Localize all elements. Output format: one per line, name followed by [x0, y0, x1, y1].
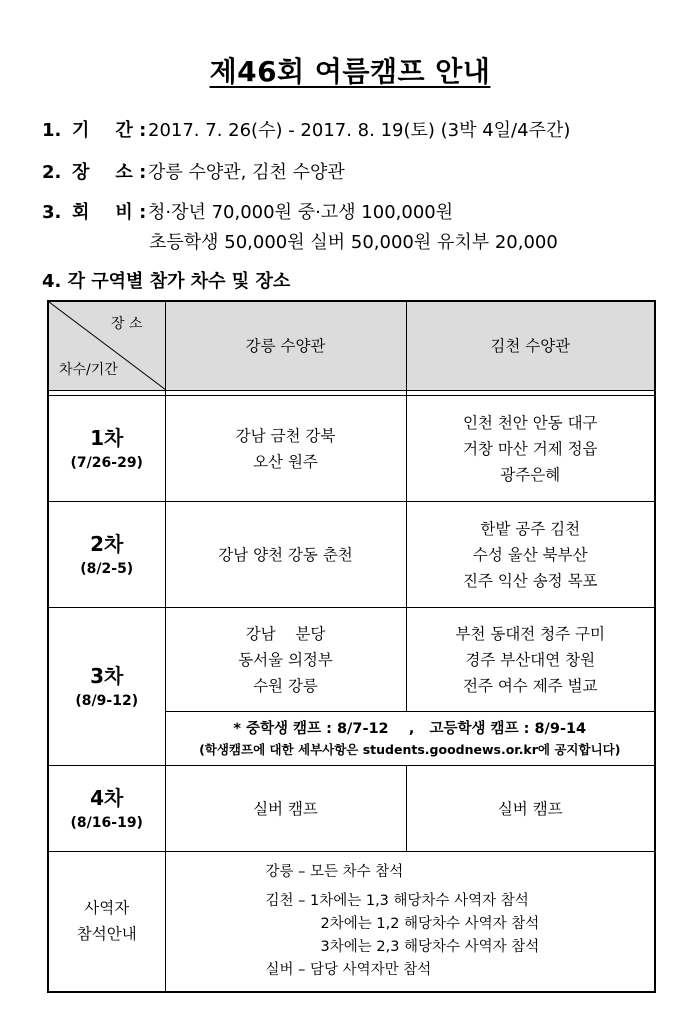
region-line: 강남 양천 강동 춘천	[218, 545, 353, 564]
attendance-line: 실버 – 담당 사역자만 참석	[265, 961, 432, 978]
table-header-row	[48, 301, 655, 391]
gimcheon-cell	[406, 608, 655, 712]
place-value: 강릉 수양관, 김천 수양관	[148, 162, 345, 183]
header-gimcheon: 김천 수양관	[406, 301, 655, 391]
fee-value-line2: 초등학생 50,000원 실버 50,000원 유치부 20,000	[149, 232, 558, 253]
fee-label	[72, 198, 148, 224]
region-line: 동서울 의정부	[238, 650, 333, 669]
place-label-a: 장	[72, 162, 90, 183]
row-label-cell	[48, 766, 165, 852]
gangneung-cell	[165, 502, 406, 608]
attendance-line: 2차에는 1,2 해당차수 사역자 참석	[320, 915, 540, 932]
period-label	[72, 116, 148, 142]
table-row-attendance	[48, 852, 655, 992]
table-row-2	[48, 502, 655, 608]
corner-top-label: 장 소	[111, 316, 143, 332]
fee-value-line1: 청·장년 70,000원 중·고생 100,000원	[148, 202, 454, 223]
region-line: 부천 동대전 청주 구미	[455, 624, 606, 643]
gimcheon-cell	[406, 502, 655, 608]
row-period: (7/26-29)	[70, 454, 143, 471]
row-label: 1차	[90, 425, 124, 450]
info-place	[42, 158, 345, 184]
section4-title: 4. 각 구역별 참가 차수 및 장소	[42, 271, 291, 292]
gimcheon-cell	[406, 396, 655, 502]
gangneung-cell	[165, 608, 406, 712]
place-label-b: 소	[115, 162, 133, 183]
fee-label-a: 회	[72, 202, 90, 223]
region-line: 한밭 공주 김천	[480, 519, 581, 538]
region-line: 실버 캠프	[497, 799, 563, 818]
attendance-label: 사역자	[84, 899, 130, 918]
page-title-text: 제46회 여름캠프 안내	[209, 55, 491, 88]
place-label	[72, 158, 148, 184]
student-camp-note	[165, 712, 655, 766]
region-line: 전주 여수 제주 벌교	[462, 676, 598, 695]
gimcheon-cell	[406, 766, 655, 852]
info-period	[42, 116, 570, 142]
row-label-cell	[48, 396, 165, 502]
row-label: 4차	[90, 785, 124, 810]
period-label-b: 간	[115, 120, 133, 141]
info-fee	[42, 198, 453, 224]
region-line: 수원 강릉	[253, 676, 318, 695]
period-colon: :	[139, 120, 147, 141]
gangneung-cell	[165, 766, 406, 852]
fee-colon: :	[139, 202, 147, 223]
attendance-line: 강릉 – 모든 차수 참석	[265, 863, 404, 880]
row-period: (8/16-19)	[70, 814, 143, 831]
student-camp-dates: * 중학생 캠프 : 8/7-12 , 고등학생 캠프 : 8/9-14	[233, 720, 587, 737]
corner-bottom-label: 차수/기간	[59, 362, 118, 378]
attendance-label: 참석안내	[76, 925, 137, 944]
region-line: 광주은혜	[500, 465, 561, 484]
table-row-3	[48, 608, 655, 712]
row-label-cell	[48, 502, 165, 608]
fee-label-b: 비	[115, 202, 133, 223]
place-number: 2.	[42, 162, 62, 183]
region-line: 강남 금천 강북	[235, 426, 336, 445]
region-line: 경주 부산대연 창원	[465, 650, 596, 669]
region-line: 인천 천안 안동 대구	[462, 413, 598, 432]
region-line: 오산 원주	[253, 452, 318, 471]
attendance-label-cell	[48, 852, 165, 992]
fee-number: 3.	[42, 202, 62, 223]
attendance-info-cell	[165, 852, 655, 992]
table-row-4	[48, 766, 655, 852]
gangneung-cell	[165, 396, 406, 502]
place-colon: :	[139, 162, 147, 183]
header-gangneung: 강릉 수양관	[165, 301, 406, 391]
page-title	[0, 50, 700, 90]
student-camp-info: (학생캠프에 대한 세부사항은 students.goodnews.or.kr에 공지합니다)	[199, 741, 621, 757]
row-period: (8/9-12)	[75, 692, 139, 709]
corner-cell	[48, 301, 165, 391]
attendance-line: 김천 – 1차에는 1,3 해당차수 사역자 참석	[265, 892, 529, 909]
schedule-table	[47, 300, 656, 993]
table-row-1	[48, 396, 655, 502]
row-label-cell	[48, 608, 165, 766]
attendance-line: 3차에는 2,3 해당차수 사역자 참석	[320, 938, 540, 955]
region-line: 강남 분당	[245, 624, 326, 643]
region-line: 실버 캠프	[253, 799, 318, 818]
row-label: 2차	[90, 531, 124, 556]
region-line: 진주 익산 송정 목포	[462, 571, 598, 590]
region-line: 거창 마산 거제 정읍	[462, 439, 598, 458]
region-line: 수성 울산 북부산	[472, 545, 588, 564]
row-period: (8/2-5)	[80, 560, 134, 577]
info-fee-line2	[149, 228, 558, 254]
row-label: 3차	[90, 663, 124, 688]
period-number: 1.	[42, 120, 62, 141]
period-label-a: 기	[72, 120, 90, 141]
period-value: 2017. 7. 26(수) - 2017. 8. 19(토) (3박 4일/4주간)	[148, 120, 571, 141]
